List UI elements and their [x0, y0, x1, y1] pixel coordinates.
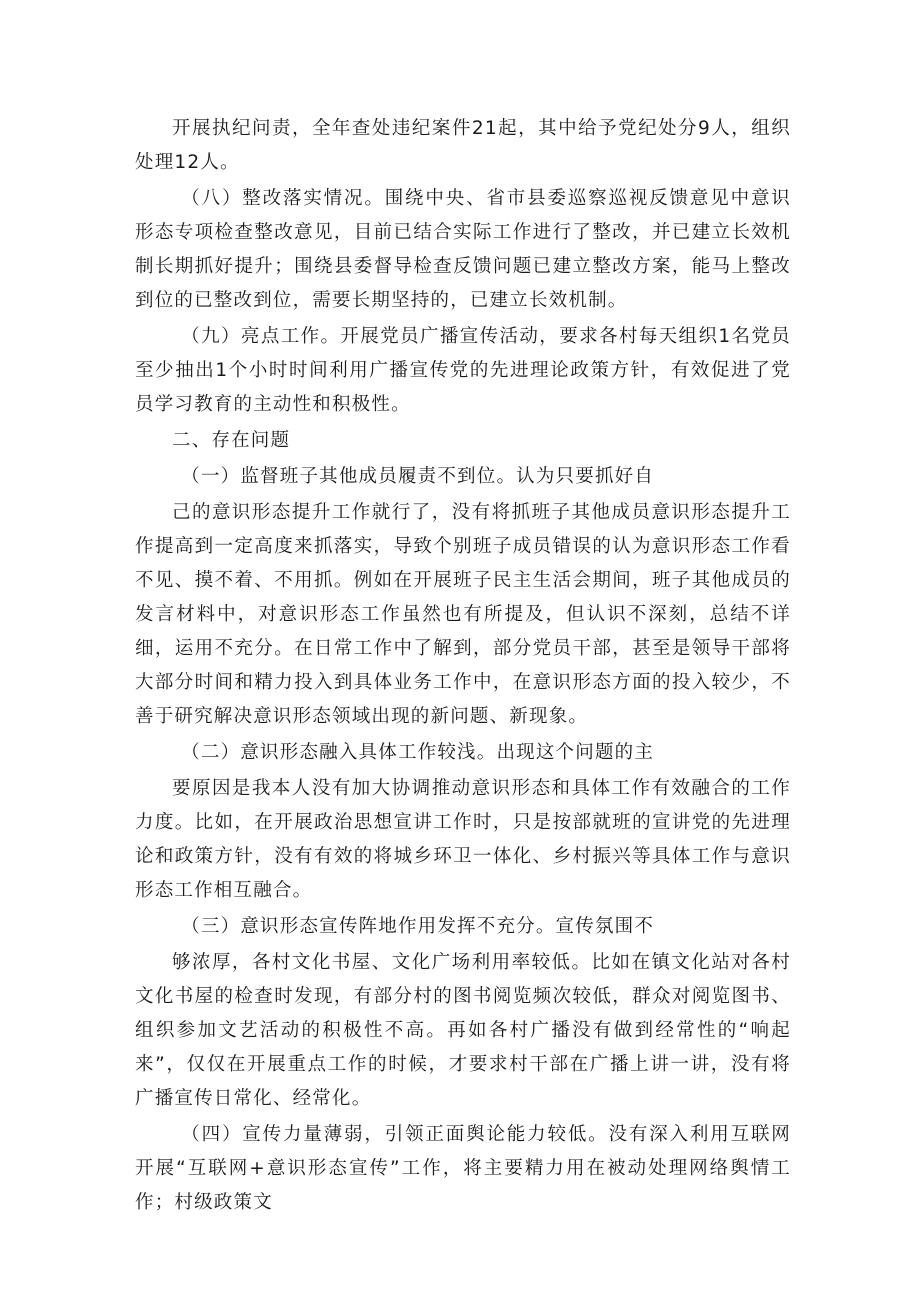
paragraph-problem-2-body: 要原因是我本人没有加大协调推动意识形态和具体工作有效融合的工作力度。比如，在开展政治思想宣讲工作时，只是按部就班的宣讲党的先进理论和政策方针，没有有效的将城乡环卫一体化、乡村振兴等具体工作与意识形态工作相互融合。	[135, 778, 791, 901]
paragraph-discipline: 开展执纪问责，全年查处违纪案件21起，其中给予党纪处分9人，组织处理12人。	[135, 118, 791, 173]
paragraph-problem-1-heading: （一）监督班子其他成员履责不到位。认为只要抓好自	[181, 466, 655, 487]
paragraph-problem-3-body: 够浓厚，各村文化书屋、文化广场利用率较低。比如在镇文化站对各村文化书屋的检查时发现，有部分村的图书阅览频次较低，群众对阅览图书、组织参加文艺活动的积极性不高。再如各村广播没有做到经常性的“响起来”，仅仅在开展重点工作的时候，才要求村干部在广播上讲一讲，没有将广播宣传日常化、经常化。	[135, 952, 791, 1109]
paragraph-rectification: （八）整改落实情况。围绕中央、省市县委巡察巡视反馈意见中意识形态专项检查整改意见，目前已结合实际工作进行了整改，并已建立长效机制长期抓好提升；围绕县委督导检查反馈问题已建立整改方案，能马上整改到位的已整改到位，需要长期坚持的，已建立长效机制。	[135, 188, 791, 311]
paragraph-problem-3-heading: （三）意识形态宣传阵地作用发挥不充分。宣传氛围不	[181, 916, 655, 937]
paragraph-problem-4: （四）宣传力量薄弱，引领正面舆论能力较低。没有深入利用互联网开展“互联网+意识形态宣传”工作，将主要精力用在被动处理网络舆情工作；村级政策文	[135, 1124, 791, 1213]
paragraph-problem-1-body: 己的意识形态提升工作就行了，没有将抓班子其他成员意识形态提升工作提高到一定高度来抓落实，导致个别班子成员错误的认为意识形态工作看不见、摸不着、不用抓。例如在开展班子民主生活会期间，班子其他成员的发言材料中，对意识形态工作虽然也有所提及，但认识不深刻，总结不详细，运用不充分。在日常工作中了解到，部分党员干部，甚至是领导干部将大部分时间和精力投入到具体业务工作中，在意识形态方面的投入较少，不善于研究解决意识形态领域出现的新问题、新现象。	[135, 502, 791, 727]
section-heading-problems: 二、存在问题	[172, 430, 291, 451]
document-body	[135, 112, 791, 1220]
paragraph-problem-2-heading: （二）意识形态融入具体工作较浅。出现这个问题的主	[181, 742, 655, 763]
paragraph-highlights: （九）亮点工作。开展党员广播宣传活动，要求各村每天组织1名党员至少抽出1个小时时间利用广播宣传党的先进理论政策方针，有效促进了党员学习教育的主动性和积极性。	[135, 326, 791, 415]
